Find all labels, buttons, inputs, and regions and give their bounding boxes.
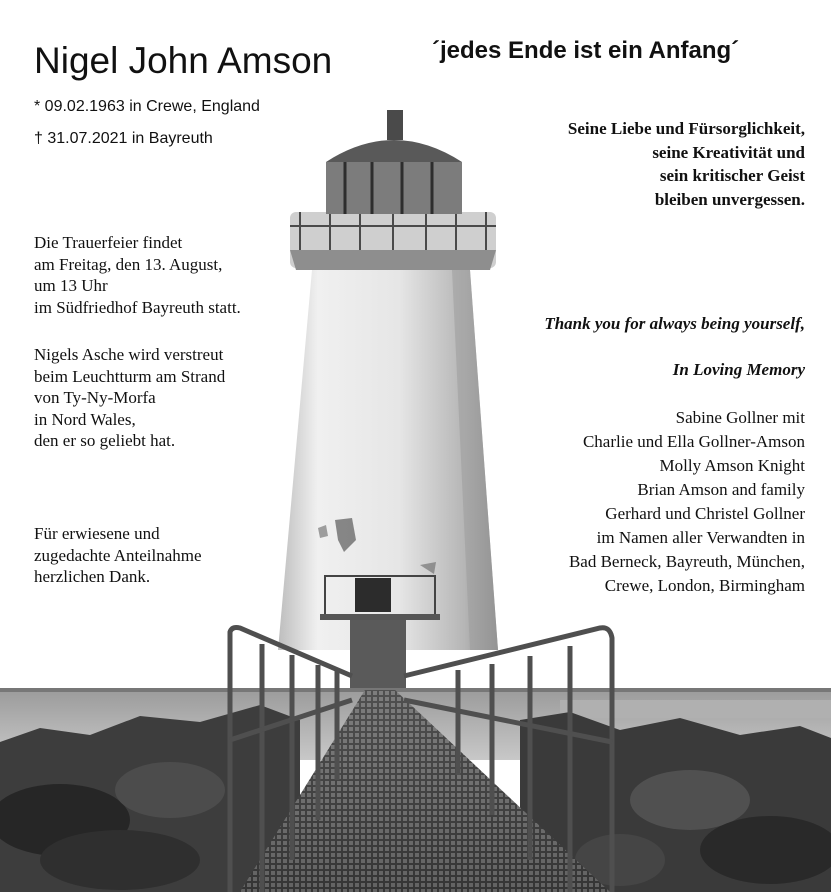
thanks-message [34, 523, 202, 588]
ashes-line: in Nord Wales, [34, 409, 136, 429]
funeral-line: im Südfriedhof Bayreuth statt. [34, 297, 241, 317]
tribute-text [568, 117, 805, 211]
birth-date: * 09.02.1963 in Crewe, England [34, 98, 260, 115]
family-line: Bad Berneck, Bayreuth, München, [568, 552, 805, 571]
family-line: Crewe, London, Birmingham [604, 576, 805, 595]
family-line: Molly Amson Knight [659, 456, 805, 475]
family-line: Brian Amson and family [637, 480, 805, 499]
ashes-line: von Ty-Ny-Morfa [34, 388, 156, 407]
thanks-line: zugedachte Anteilnahme [34, 545, 202, 565]
tribute-line: Seine Liebe und Fürsorglichkeit, [567, 119, 805, 138]
motto-quote: ´jedes Ende ist ein Anfang´ [432, 37, 740, 64]
funeral-line: um 13 Uhr [34, 276, 108, 295]
family-signatures [569, 406, 805, 598]
family-line: Gerhard und Christel Gollner [605, 504, 805, 523]
deceased-name: Nigel John Amson [34, 40, 333, 81]
thank-you-line: Thank you for always being yourself, [544, 314, 805, 333]
funeral-line: Die Trauerfeier findet [34, 233, 183, 252]
ashes-line: Nigels Asche wird verstreut [34, 345, 224, 364]
funeral-info [34, 232, 241, 318]
in-memory-line: In Loving Memory [672, 360, 805, 379]
ashes-line: den er so geliebt hat. [34, 431, 176, 450]
family-line: im Namen aller Verwandten in [596, 528, 805, 547]
tribute-line: seine Kreativität und [652, 142, 805, 162]
ashes-info [34, 344, 225, 452]
family-line: Charlie und Ella Gollner-Amson [582, 432, 805, 451]
death-date: † 31.07.2021 in Bayreuth [34, 130, 213, 147]
family-line: Sabine Gollner mit [675, 408, 805, 427]
thanks-line: herzlichen Dank. [34, 567, 151, 586]
thanks-line: Für erwiesene und [34, 524, 160, 543]
ashes-line: beim Leuchtturm am Strand [34, 366, 226, 386]
tribute-line: sein kritischer Geist [659, 166, 805, 185]
tribute-line: bleiben unvergessen. [654, 189, 805, 209]
funeral-line: am Freitag, den 13. August, [34, 254, 223, 274]
